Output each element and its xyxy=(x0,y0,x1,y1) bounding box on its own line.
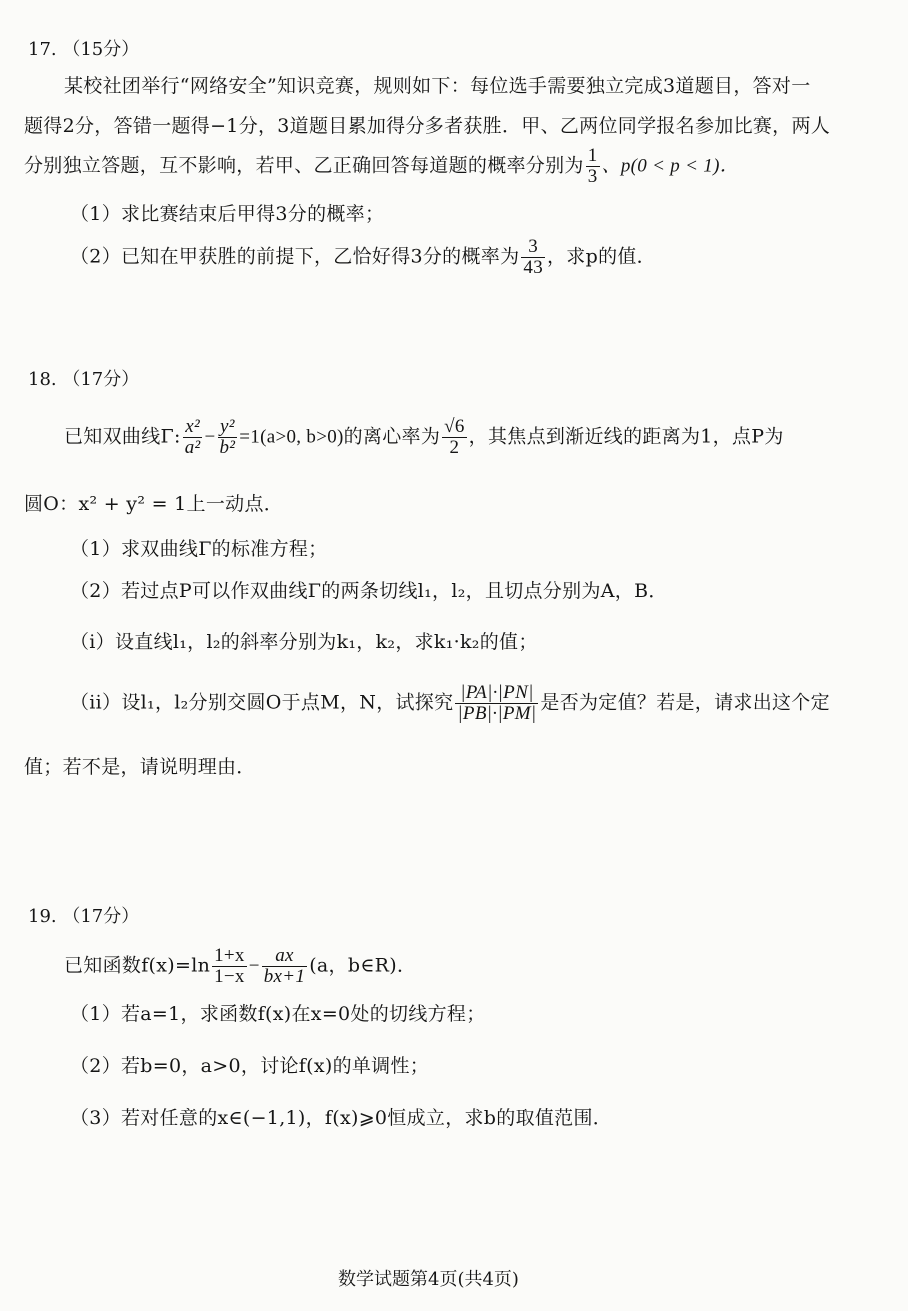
q19-minus: − xyxy=(248,955,260,977)
q17-fraction xyxy=(586,146,600,187)
q18-minus: − xyxy=(204,426,216,448)
q19-frac-log xyxy=(212,946,247,987)
q17-part2-fraction xyxy=(521,237,545,278)
q17-intro-line1: 某校社团举行“网络安全”知识竞赛，规则如下：每位选手需要独立完成3道题目，答对一 xyxy=(64,75,811,97)
q18-part2ii-pre: （ii）设l₁，l₂分别交圆O于点M，N，试探究 xyxy=(70,691,454,714)
q18-frac-y xyxy=(218,417,238,458)
q18-part2ii-post: 是否为定值？若是，请求出这个定 xyxy=(540,691,830,714)
q18-frac-ecc-den: 2 xyxy=(449,436,460,458)
q18-frac-ecc-num: √6 xyxy=(444,416,465,437)
q18-heading: 18. （17分） xyxy=(28,369,140,390)
q17-frac-den: 3 xyxy=(587,165,598,187)
q18-part2i: （i）设直线l₁，l₂的斜率分别为k₁，k₂，求k₁·k₂的值； xyxy=(70,631,538,653)
q19-frac-ax-num: ax xyxy=(262,946,307,967)
q17-intro-line3 xyxy=(24,146,739,187)
q17-intro-line3-post: 、p(0 < p < 1)． xyxy=(601,155,740,177)
q18-part2ii-den: |PB|·|PM| xyxy=(457,702,537,724)
q17-part2-post: ，求p的值． xyxy=(547,245,656,268)
q19-heading: 19. （17分） xyxy=(28,906,140,927)
q17-heading: 17. （15分） xyxy=(28,39,140,60)
q18-line1-pre: 已知双曲线Γ: xyxy=(64,425,181,448)
q18-frac-y-den: b² xyxy=(219,436,236,458)
q18-part2: （2）若过点P可以作双曲线Γ的两条切线l₁，l₂，且切点分别为A，B． xyxy=(70,580,668,602)
q18-part2ii xyxy=(70,683,830,724)
q18-line2: 圆O：x² + y² = 1上一动点． xyxy=(24,493,284,515)
q18-frac-x xyxy=(183,417,203,458)
q18-frac-x-num: x² xyxy=(183,417,203,438)
q19-line1 xyxy=(64,946,416,987)
q18-part1: （1）求双曲线Γ的标准方程； xyxy=(70,538,328,560)
page-footer: 数学试题第4页(共4页) xyxy=(338,1269,519,1290)
q18-line1 xyxy=(64,417,784,458)
q19-part3: （3）若对任意的x∈(−1,1)，f(x)⩾0恒成立，求b的取值范围． xyxy=(70,1107,613,1129)
q19-frac-log-den: 1−x xyxy=(214,965,245,987)
q18-part2ii-fraction xyxy=(455,683,538,724)
q17-intro-line3-pre: 分别独立答题，互不影响，若甲、乙正确回答每道题的概率分别为 xyxy=(24,154,584,177)
q17-part2-den: 43 xyxy=(523,256,543,278)
q18-line1-mid: =1(a>0, b>0)的离心率为 xyxy=(239,426,441,448)
q18-frac-y-num: y² xyxy=(218,417,238,438)
q17-frac-num: 1 xyxy=(587,145,598,166)
q19-line1-post: (a，b∈R)． xyxy=(309,954,417,977)
q19-part1: （1）若a=1，求函数f(x)在x=0处的切线方程； xyxy=(70,1003,486,1025)
q17-part2-pre: （2）已知在甲获胜的前提下，乙恰好得3分的概率为 xyxy=(70,245,520,268)
q19-frac-log-num: 1+x xyxy=(214,945,245,966)
q18-part2ii-num: |PA|·|PN| xyxy=(455,683,538,704)
q19-frac-ax xyxy=(262,946,307,987)
q18-frac-x-den: a² xyxy=(184,436,201,458)
q17-intro-line2: 题得2分，答错一题得−1分，3道题目累加得分多者获胜．甲、乙两位同学报名参加比赛，两人 xyxy=(24,115,831,137)
q18-frac-ecc xyxy=(442,417,467,458)
q19-frac-ax-den: bx+1 xyxy=(263,965,306,987)
q19-part2: （2）若b=0，a>0，讨论f(x)的单调性； xyxy=(70,1055,430,1077)
q17-part1: （1）求比赛结束后甲得3分的概率； xyxy=(70,203,385,225)
q18-line1-post: ，其焦点到渐近线的距离为1，点P为 xyxy=(468,425,784,448)
q19-line1-pre: 已知函数f(x)=ln xyxy=(64,954,211,977)
q17-part2 xyxy=(70,237,656,278)
q17-part2-num: 3 xyxy=(521,237,545,258)
q18-part2ii-cont: 值；若不是，请说明理由． xyxy=(24,756,256,778)
